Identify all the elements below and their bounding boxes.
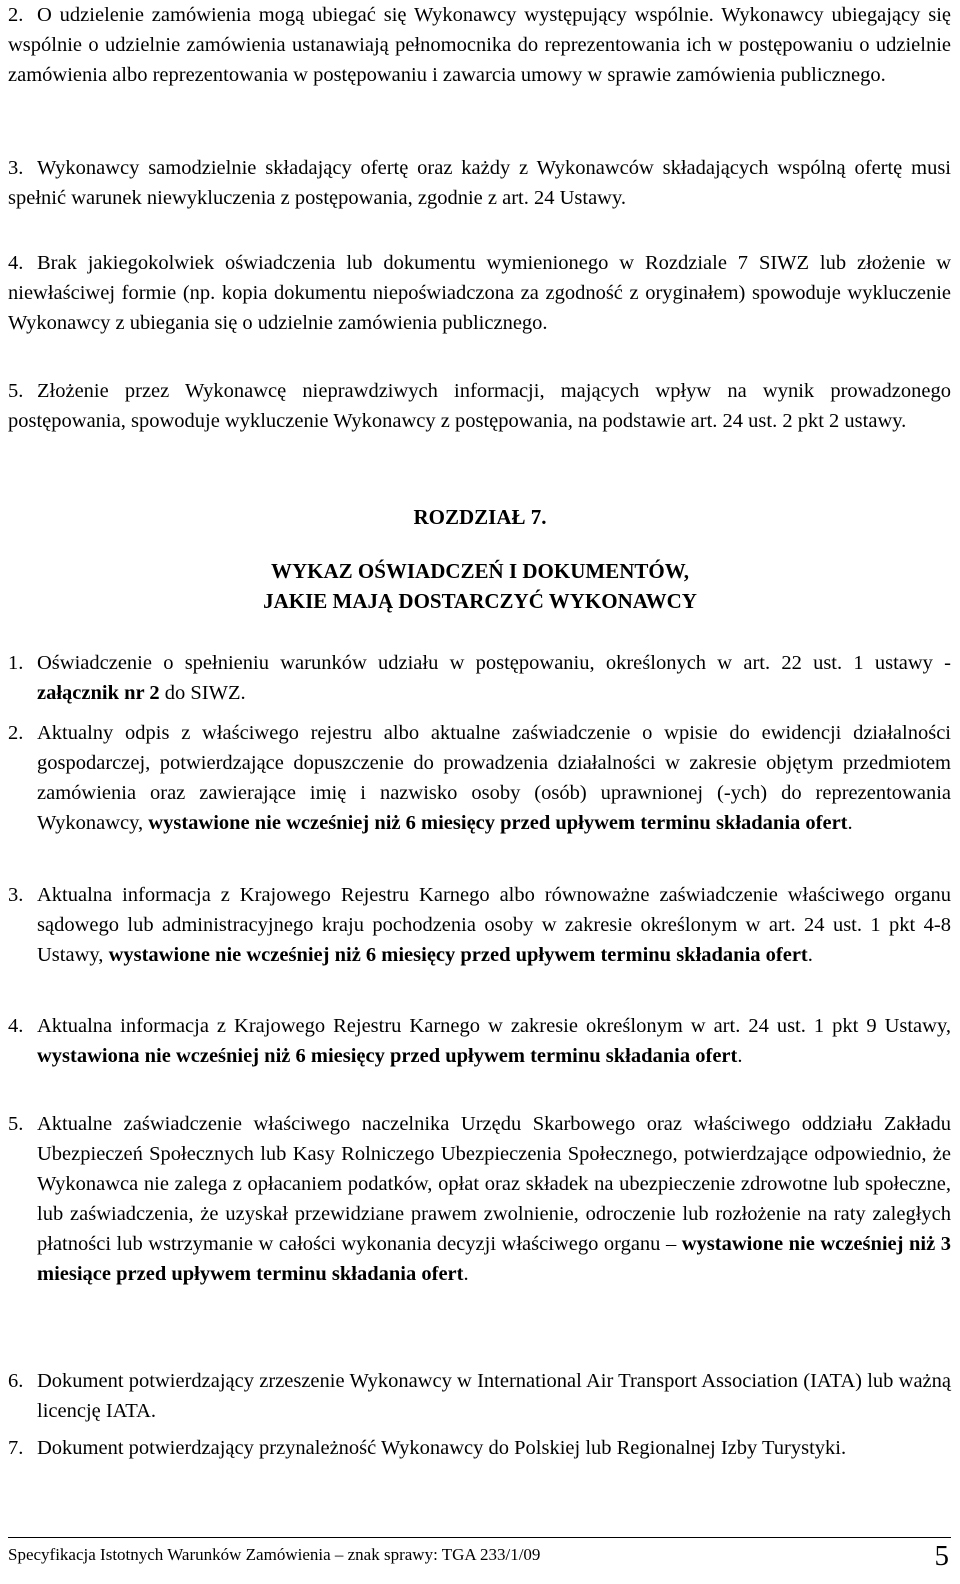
item-number: 1. bbox=[8, 652, 24, 674]
item-text bbox=[37, 718, 951, 838]
text-run: Aktualne zaświadczenie właściwego naczelnika Urzędu Skarbowego oraz właściwego oddziału Zakładu Ubezpieczeń Społecznych lub Kasy Rolniczego Ubezpieczenia Społecznego, potwierdzające odpowiednio, że Wykonawca nie zalega z opłacaniem podatków, opłat oraz składek na ubezpieczenie zdrowotne lub społeczne, lub zaświadczenia, że uzyskał przewidziane prawem zwolnienie, odroczenie lub rozłożenie na raty zaległych płatności lub wstrzymanie w całości wykonania decyzji właściwego organu – bbox=[37, 1113, 951, 1255]
text-run: . bbox=[737, 1045, 743, 1067]
item-text: Złożenie przez Wykonawcę nieprawdziwych informacji, mających wpływ na wynik prowadzonego postępowania, spowoduje wykluczenie Wykonawcy z postępowania, na podstawie art. 24 ust. 2 pkt 2 ustawy. bbox=[8, 380, 951, 432]
text-run: Aktualny odpis z właściwego rejestru albo aktualne zaświadczenie o wpisie do ewidencji działalności gospodarczej, potwierdzające dopuszczenie do prowadzenia działalności w zakresie objętym przedmiotem zamówienia oraz zawierające imię i nazwisko osoby (osób) uprawnionej (-ych) do reprezentowania Wykonawcy, bbox=[37, 722, 951, 834]
text-run: . bbox=[847, 812, 853, 834]
chapter-title-line2: JAKIE MAJĄ DOSTARCZYĆ WYKONAWCY bbox=[263, 589, 697, 613]
document-list-item bbox=[8, 1433, 951, 1463]
document-list-item bbox=[8, 1011, 951, 1071]
item-text bbox=[37, 1109, 951, 1289]
item-number: 7. bbox=[8, 1437, 24, 1459]
list-item bbox=[8, 153, 951, 213]
item-number: 2. bbox=[8, 722, 24, 744]
chapter-title-line1: WYKAZ OŚWIADCZEŃ I DOKUMENTÓW, bbox=[270, 559, 690, 583]
item-text bbox=[37, 880, 951, 970]
document-list-item bbox=[8, 1109, 951, 1289]
bold-text-run: wystawione nie wcześniej niż 6 miesięcy przed upływem terminu składania ofert bbox=[148, 812, 848, 834]
text-run: do SIWZ. bbox=[159, 682, 246, 704]
item-number: 4. bbox=[8, 252, 24, 274]
item-text: Brak jakiegokolwiek oświadczenia lub dokumentu wymienionego w Rozdziale 7 SIWZ lub złożenie w niewłaściwej formie (np. kopia dokumentu niepoświadczona za zgodność z oryginałem) spowoduje wykluczenie Wykonawcy z ubiegania się o udzielnie zamówienia publicznego. bbox=[8, 252, 951, 334]
bold-text-run: wystawione nie wcześniej niż 3 miesiące przed upływem terminu składania ofert bbox=[37, 1233, 951, 1285]
text-run: Oświadczenie o spełnieniu warunków udziału w postępowaniu, określonych w art. 22 ust. 1 ustawy - bbox=[37, 652, 951, 674]
list-item bbox=[8, 248, 951, 338]
item-number: 3. bbox=[8, 884, 24, 906]
text-run: Aktualna informacja z Krajowego Rejestru Karnego albo równoważne zaświadczenie właściwego organu sądowego lub administracyjnego kraju pochodzenia osoby w zakresie określonym w art. 24 ust. 1 pkt 4-8 Ustawy, bbox=[37, 884, 951, 966]
document-list-item bbox=[8, 718, 951, 838]
item-text bbox=[37, 648, 951, 708]
item-text bbox=[37, 1433, 951, 1463]
item-number: 2. bbox=[8, 4, 24, 26]
item-text: Wykonawcy samodzielnie składający ofertę oraz każdy z Wykonawców składających wspólną ofertę musi spełnić warunek niewykluczenia z postępowania, zgodnie z art. 24 Ustawy. bbox=[8, 157, 951, 209]
bold-text-run: wystawiona nie wcześniej niż 6 miesięcy przed upływem terminu składania ofert bbox=[37, 1045, 738, 1067]
item-number: 4. bbox=[8, 1015, 24, 1037]
list-item bbox=[8, 376, 951, 436]
item-number: 6. bbox=[8, 1370, 24, 1392]
item-text bbox=[37, 1011, 951, 1071]
item-text bbox=[37, 1366, 951, 1426]
document-list-item bbox=[8, 880, 951, 970]
footer-text: Specyfikacja Istotnych Warunków Zamówienia – znak sprawy: TGA 233/1/09 bbox=[8, 1545, 541, 1564]
chapter-number: ROZDZIAŁ 7. bbox=[413, 505, 547, 529]
page-number: 5 bbox=[934, 1540, 949, 1572]
bold-text-run: załącznik nr 2 bbox=[37, 682, 160, 704]
document-list-item bbox=[8, 648, 951, 708]
list-item bbox=[8, 0, 951, 90]
text-run: . bbox=[807, 944, 813, 966]
document-list-item bbox=[8, 1366, 951, 1426]
page-footer bbox=[8, 1537, 951, 1578]
text-run: . bbox=[463, 1263, 469, 1285]
text-run: Dokument potwierdzający przynależność Wykonawcy do Polskiej lub Regionalnej Izby Turystyki. bbox=[37, 1437, 847, 1459]
text-run: Dokument potwierdzający zrzeszenie Wykonawcy w International Air Transport Association (IATA) lub ważną licencję IATA. bbox=[37, 1370, 951, 1422]
bold-text-run: wystawione nie wcześniej niż 6 miesięcy przed upływem terminu składania ofert bbox=[108, 944, 808, 966]
item-number: 3. bbox=[8, 157, 24, 179]
text-run: Aktualna informacja z Krajowego Rejestru Karnego w zakresie określonym w art. 24 ust. 1 pkt 9 Ustawy, bbox=[37, 1015, 951, 1037]
item-number: 5. bbox=[8, 1113, 24, 1135]
item-text: O udzielenie zamówienia mogą ubiegać się Wykonawcy występujący wspólnie. Wykonawcy ubiegający się wspólnie o udzielnie zamówienia ustanawiają pełnomocnika do reprezentowania ich w postępowaniu o udzielnie zamówienia albo reprezentowania w postępowaniu i zawarcia umowy w sprawie zamówienia publicznego. bbox=[8, 4, 951, 86]
item-number: 5. bbox=[8, 380, 24, 402]
